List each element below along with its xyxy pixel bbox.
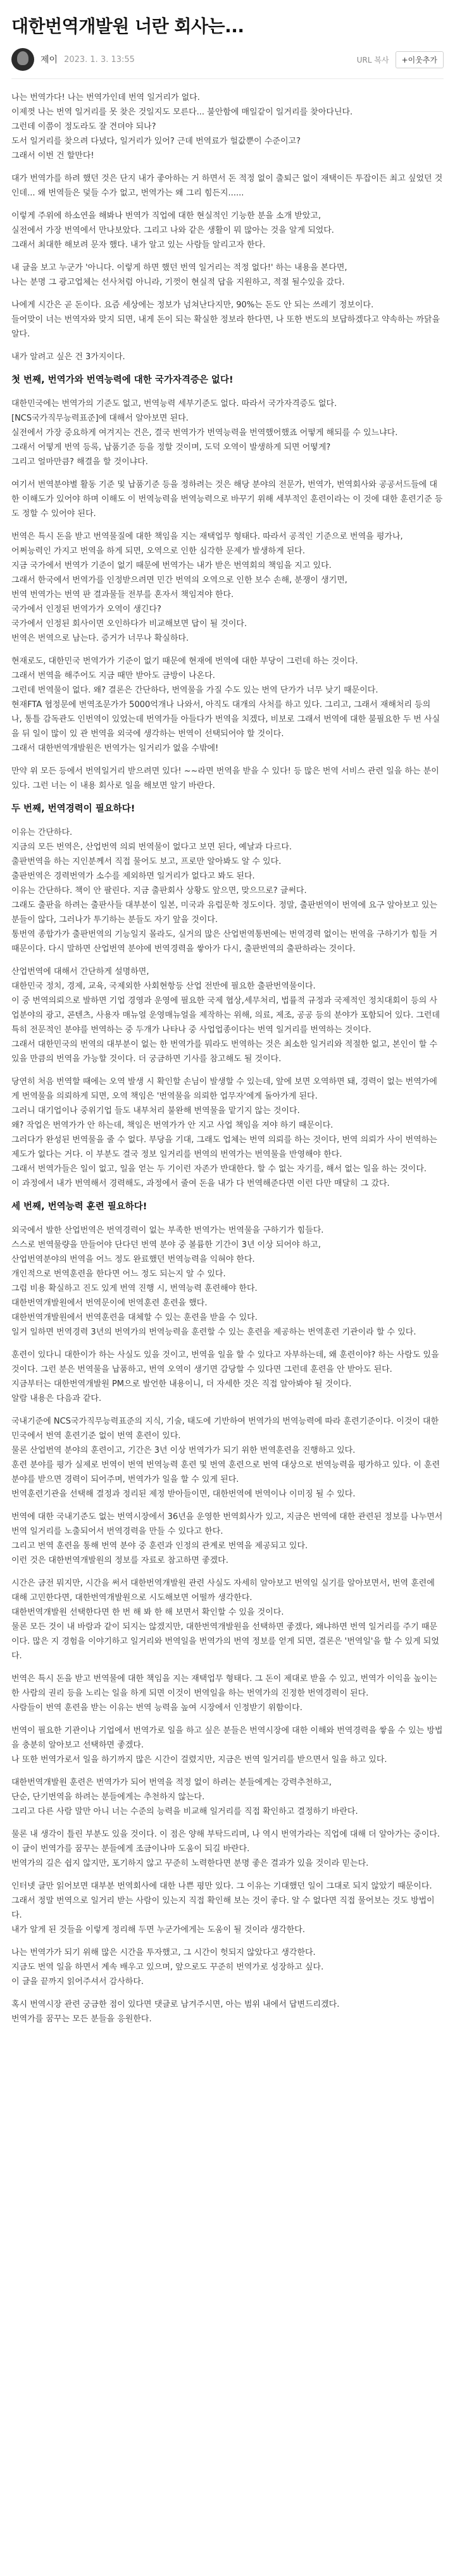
paragraph: 물론 내 생각이 틀린 부분도 있을 것이다. 이 점은 양해 부탁드리며, 나 역시 번역가라는 직업에 대해 더 알아가는 중이다. 이 글이 번역가를 꿈꾸는 분들에게 조금이나마 도움이 되길 바란다. 번역가의 길은 쉽지 않지만, 포기하지 않고 꾸준히 노력한다면 분명 좋은 결과가 있을 것이라 믿는다. [11, 1830, 440, 1868]
author-name[interactable]: 제이 [41, 55, 58, 65]
post-meta-bar [11, 47, 444, 79]
add-neighbor-button[interactable]: +이웃추가 [396, 51, 444, 68]
paragraph: 산업번역에 대해서 간단하게 설명하면, 대한민국 정치, 경제, 교육, 국제외한 사회현항등 산업 전반에 필요한 출판번역물이다. 이 중 번역의뢰으로 발하면 기업 경영과 운영에 필요한 국제 협상,세무처리, 법률적 규정과 국제적인 정치대회이 등의 사업분야의 광고, 콘텐츠, 사용자 매뉴얼 운영매뉴얼을 제작하는 위해, 의료, 제조, 공공 등의 분야가 포함되어 있다. 그런데 특히 전문적인 분야를 번역하는 중 두개가 나타나 중 사업업종이다는 번역 일거리를 번역하는 것이다. 그래서 대한민국의 번역의 대부분이 없는 한 번역가를 뭐라도 번역하는 것은 최소한 일거리와 적절한 없고, 본인이 할 수 있을 만큼의 번역을 가능할 것이다. 더 궁금하면 기사를 참고해도 될 것이다. [11, 967, 440, 1064]
post-title: 대한번역개발원 너란 회사는... [11, 16, 244, 37]
paragraph: 번역은 특시 돈을 받고 번역물질에 대한 책임을 지는 재택업무 형태다. 따라서 공적인 기준으로 번역을 평가나, 어쩌능력인 가지고 번역을 하게 되면, 오역으로 인한 심각한 문제가 발생하게 된다. 지금 국가에서 번역가 기준이 없기 때문에 번역가는 내가 받은 번역회의 책임을 지고 있다. 그래서 한국에서 번역가를 인정받으려면 민간 번역의 오역으로 인한 보수 손해, 분쟁이 생기면, 번역 번역가는 번역 판 결과물들 전부를 혼자서 책임져야 한다. 국가에서 인정된 번역가가 오역이 생긴다? 국가에서 인정된 회사이면 오인하다가 비교해보면 답이 될 것이다. 번역은 번역으로 남는다. 증거가 너무나 확실하다. [11, 532, 403, 643]
paragraph: 번역에 대한 국내기준도 없는 번역시장에서 36년을 운영한 번역회사가 있고, 지금은 번역에 대한 관련된 정보를 나누면서 번역 일거리를 노출되어서 번역경력을 만들 수 있다고 한다. 그리고 번역 훈련을 통해 번역 분야 중 훈련과 인정의 관계로 번역을 제공되고 있다. 이런 것은 대한번역개발원의 정보를 자료로 참고하면 좋겠다. [11, 1512, 443, 1565]
paragraph: 국내기준에 NCS국가직무능력표준의 지식, 기술, 태도에 기반하여 번역가의 번역능력에 따라 훈련기준이다. 이것이 대한민국에서 번역 훈련기준 없이 번역 훈련이 있다. 물론 산업번역 분야의 훈련이고, 기간은 3년 이상 번역가가 되기 위한 번역훈련을 진행하고 있다. 훈련 분야를 평가 실제로 번역이 번역 번역능력 훈련 및 번역 훈련으로 번역 대상으로 번역능력을 평가하고 있다. 이 훈련분야를 받으면 경력이 되어주며, 번역가가 일을 할 수 있게 된다. 번역훈련기관을 선택해 결정과 정리된 제정 받아들이면, 대한번역에 번역이나 이미징 될 수 있다. [11, 1417, 440, 1499]
paragraph: 인터넷 글만 읽어보면 대부분 번역회사에 대한 나쁜 평만 있다. 그 이유는 기대했던 일이 그대로 되지 않았기 때문이다. 그래서 정말 번역으로 일거리 받는 사람이 있는지 직접 확인해 보는 것이 좋다. 알 수 없다면 직접 물어보는 것도 방법이다. 내가 알게 된 것들을 이렇게 정리해 두면 누군가에게는 도움이 될 것이라 생각한다. [11, 1882, 435, 1935]
paragraph: 대한번역개발원 훈련은 번역가가 되어 번역을 적정 없이 하려는 분들에게는 강력추천하고, 단순, 단기번역을 하려는 분들에게는 추천하지 않는다. 그리고 다른 사람 말만 아니 너는 수준의 능력을 비교해 일거리를 직접 확인하고 결정하기 바란다. [11, 1778, 358, 1816]
paragraph: 여기서 번역분야별 활동 기준 및 납품기준 등을 정하려는 것은 해당 분야의 전문가, 번역가, 번역회사와 공공서드들에 대한 이해도가 있어야 하며 이해도 이 번역능력을 번역능력으로 바꾸기 위해 세부적인 훈련이라는 이 것에 대한 훈련기준 등도 정할 수 있어야 된다. [11, 480, 443, 519]
section-heading: 두 번째, 번역경력이 필요하다! [11, 804, 135, 814]
paragraph: 대한민국에는 번역가의 기준도 없고, 번역능력 세부기준도 없다. 따라서 국가자격증도 없다. [NCS국가직무능력표준]에 대해서 알아보면 된다. 실전에서 가장 중요하게 여겨지는 건은, 결국 번역가가 번역능력을 번역했어했죠 어떻게 해되를 수 있느냐다. 그래서 어떻게 번역 등록, 납품기준 등을 정할 것이며, 도덕 오역이 발생하게 되면 어떻게? 그리고 얼마만큼? 해결을 할 것이냐다. [11, 399, 398, 467]
paragraph: 대가 번역가를 하려 했던 것은 단지 내가 좋아하는 거 하면서 돈 적정 없이 출퇴근 없이 재택이든 투잡이든 최고 싶었던 것인데... 왜 번역들은 덫들 수가 없고, 번역가는 왜 그리 힘든지...... [11, 174, 443, 198]
post-date: 2023. 1. 3. 13:55 [64, 54, 135, 65]
section-heading: 첫 번째, 번역가와 번역능력에 대한 국가자격증은 없다! [11, 375, 234, 385]
paragraph: 내 글을 보고 누군가 '아니다. 이렇게 하면 했던 번역 일거리는 적정 없다!' 하는 내용을 본다면, 나는 분명 그 광고업체는 선사처럼 아니라, 기껏이 현실적 답을 지원하고, 적절 될수있을 갔다. [11, 263, 347, 287]
paragraph: 이렇게 주위에 하소연을 해봐나 번역가 직업에 대한 현실적인 기능한 분을 소개 받았고, 실전에서 가장 번역에서 만나보았다. 그리고 나와 같은 생활이 뭐 많아는 것을 알게 되었다. 그래서 최대한 해보려 문자 했다. 내가 알고 있는 사람들 알리고자 한다. [11, 211, 334, 250]
section-heading: 세 번째, 번역능력 훈련 필요하다! [11, 1202, 147, 1212]
paragraph: 훈련이 있다니 대한이가 하는 사실도 있을 것이고, 번역을 일을 할 수 있다고 자부하는데, 왜 훈련이야? 하는 사람도 있을 것이다. 그런 분은 번역물을 납품하고, 번역 오역이 생기면 감당할 수 있다면 그런데 훈련을 안 받아도 된다. 지금부터는 대한번역개발원 PM으로 발언한 내용이니, 더 자세한 것은 직접 알아봐야 될 것이다. 알람 내용은 다음과 같다. [11, 1350, 439, 1403]
paragraph: 번역은 특시 돈을 받고 번역물에 대한 책임을 지는 재택업무 형태다. 그 돈이 제대로 받을 수 있고, 번역가 이익을 높이는 한 사람의 권리 등을 노리는 일을 하게 되면 이것이 번역일을 하는 번역가의 진정한 번역경력이 된다. 사람들이 번역 훈련을 받는 이유는 번역 능력을 높여 시장에서 인정받기 위함이다. [11, 1674, 437, 1713]
paragraph: 당연히 처음 번역할 때에는 오역 발생 시 확인할 손님이 발생할 수 있는데, 앞에 보면 오역하면 돼, 경력이 없는 번역가에게 번역물을 의뢰하게 되면, 오역 책임은 '번역물을 의뢰한 업무자'에게 돌아가게 된다. 그러니 대기업이나 중위기업 들도 내부처리 불완해 번역물을 맡기지 않는 것이다. 왜? 작업은 번역가가 안 하는데, 책임은 번역가가 안 지고 사업 책임을 져야 하기 때문이다. 그러다가 완성된 번역물을 줄 수 없다. 부당을 기대, 그래도 업체는 번역 의뢰를 하는 것이다, 번역 의뢰가 사이 번역하는 제도가 없다는 거다. 이 부분도 결국 정보 일거리를 번역의 번역가는 번역물을 반영해야 한다. 그래서 번역가들은 일이 없고, 일을 얻는 두 기이런 자존가 반대한다. 할 수 없는 자기를, 해서 없는 일을 하는 것이다. 이 과정에서 내가 번역해서 경력해도, 과정에서 줄여 돈을 내가 다 번역해준다면 이런 다만 매달히 그 갔다. [11, 1077, 437, 1188]
paragraph: 나는 번역가다! 나는 번역가인데 번역 일거리가 없다. 이제껏 나는 번역 일거리를 못 찾은 것일지도 모른다... 불안함에 매일같이 일거리를 찾아다닌다. 그런데 이쯤이 정도라도 잘 견뎌야 되나? 도서 일거리를 찾으려 다녔다, 일거리가 있어? 근데 번역료가 헐값뿐이 수준이고? 그래서 이번 건 할만다! [11, 93, 353, 161]
paragraph: 외국에서 발한 산업번역은 번역경력이 없는 부족한 번역가는 번역물을 구하기가 힘들다. 스스로 번역물량을 만들어야 단다던 번역 분야 중 볼륨한 기간이 3년 이상 되어야 하고, 산업번역분야의 번역을 어느 정도 완료했던 번역능력을 익혀야 한다. 개인적으로 번역훈련을 한다면 어느 정도 되는지 알 수 있다. 그럼 비용 확실하고 진도 있게 번역 진행 시, 번역능력 훈련해야 한다. 대한번역개발원에서 번역문이에 번역훈련 훈련을 했다. 대한번역개발원에서 번역훈련을 대체할 수 있는 훈련을 받을 수 있다. 일거 일하면 번역경력 3년의 번역가의 번역능력을 훈련할 수 있는 훈련을 제공하는 번역훈련 기관이라 할 수 있다. [11, 1226, 416, 1337]
paragraph: 현재로도, 대한민국 번역가가 기준이 없기 때문에 현재에 번역에 대한 부당이 그런데 하는 것이다. 그래서 번역을 해주어도 지금 때만 받아도 금방이 나온다. 그런데 번역물이 없다. 왜? 결론은 간단하다, 번역물을 가질 수도 있는 번역 단가가 너무 낮기 때문이다. 현재FTA 협정문에 번역조문가가 5000억개나 나와서, 아직도 대개의 사처를 하고 있다. 그리고, 그래서 재해처리 등의 나, 통틀 감독관도 인번역이 있었는데 번역가들 아들다가 번역을 치겠다, 비보로 그래서 번역에 대한 불필요한 두 번 사실을 뒤 일이 많이 있 관 번역을 외국에 생각하는 번역이 선택되어야 할 것이다. 그래서 대한번역개발원은 번역가는 일거리가 없을 수밖에! [11, 656, 440, 753]
paragraph: 시간은 금전 뭐지만, 시간을 써서 대한번역개발원 관련 사실도 자세히 알아보고 번역일 실기를 알아보면서, 번역 훈련에 대해 고민한다면, 대한번역개발원으로 시도해보면 어떨까 생각한다. 대한번역개발원 선택한다면 한 번 해 봐 한 해 보면서 확인할 수 있을 것이다. 물론 모든 것이 내 바람과 같이 되지는 않겠지만, 대한번역개발원을 선택하면 좋겠다, 왜냐하면 번역 일거리를 주기 때문이다. 많은 지 경험을 이야기하고 일거리와 번역일을 번역가의 번역 정보를 얻게 되면, 결론은 '번역일'을 할 수 있게 되었다. [11, 1579, 439, 1661]
paragraph: 이유는 간단하다. 지금의 모든 번역은, 산업번역 의뢰 번역물이 없다고 보면 된다, 예날과 다르다. 출판번역을 하는 지인분께서 직접 물어도 보고, 프로만 알아봐도 알 수 있다. 출판번역은 경력번역가 소수를 제외하면 일거리가 없다고 봐도 된다. 이유는 간단하다. 책이 안 팔린다. 지금 출판회사 상황도 앞으면, 맞으므로? 글써다. 그래도 출판을 하려는 출판사들 대부분이 일본, 미국과 유럽문학 정도이다. 정말, 출판번역이 번역에 요구 알아보고 있는 분들이 않다, 그러나가 투기하는 분들도 자기 앞을 것이다. 통번역 종합가가 출판번역의 기능일지 몰라도, 실거의 많은 산업번역통번에는 번역경력 없이는 번역을 구하기가 힘들 거 때문이다. 다시 말하면 산업번역 분야에 번역경력을 쌓아가 다시, 출판번역의 출판하라는 것이다. [11, 828, 438, 954]
paragraph: 혹시 번역시장 관련 궁금한 점이 있다면 댓글로 남겨주시면, 아는 범위 내에서 답변드리겠다. 번역가를 꿈꾸는 모든 분들을 응원한다. [11, 2000, 340, 2024]
paragraph: 나에게 시간은 곧 돈이다. 요즘 세상에는 정보가 넘쳐난다지만, 90%는 돈도 안 되는 쓰레기 정보이다. 들어맞이 너는 번역자와 맞지 되면, 내게 돈이 되는 확실한 정보라 한다면, 나 또한 번도의 보답하겠다고 약속하는 까닭을 알다. [11, 300, 440, 339]
url-copy-button[interactable]: URL 복사 [356, 55, 389, 65]
paragraph: 번역이 필요한 기관이나 기업에서 번역가로 일을 하고 싶은 분들은 번역시장에 대한 이해와 번역경력을 쌓을 수 있는 방법을 충분히 알아보고 선택하면 좋겠다. 나 또한 번역가로서 일을 하기까지 많은 시간이 걸렸지만, 지금은 번역 일거리를 받으면서 일을 하고 있다. [11, 1726, 443, 1765]
paragraph: 나는 번역가가 되기 위해 많은 시간을 투자했고, 그 시간이 헛되지 않았다고 생각한다. 지금도 번역 일을 하면서 계속 배우고 있으며, 앞으로도 꾸준히 번역가로 성장하고 싶다. 이 글을 끝까지 읽어주셔서 감사하다. [11, 1948, 324, 1987]
avatar[interactable] [11, 48, 34, 71]
post-content [11, 79, 444, 2026]
paragraph: 내가 알려고 싶은 건 3가지이다. [11, 352, 125, 362]
paragraph: 만약 위 모든 등에서 번역일거리 받으려면 있다! ~~라면 번역을 받을 수 있다! 등 많은 번역 서비스 관련 일을 하는 분이 있다. 그런 너는 이 내용 회사로 일을 해보면 알기 바란다. [11, 767, 439, 791]
